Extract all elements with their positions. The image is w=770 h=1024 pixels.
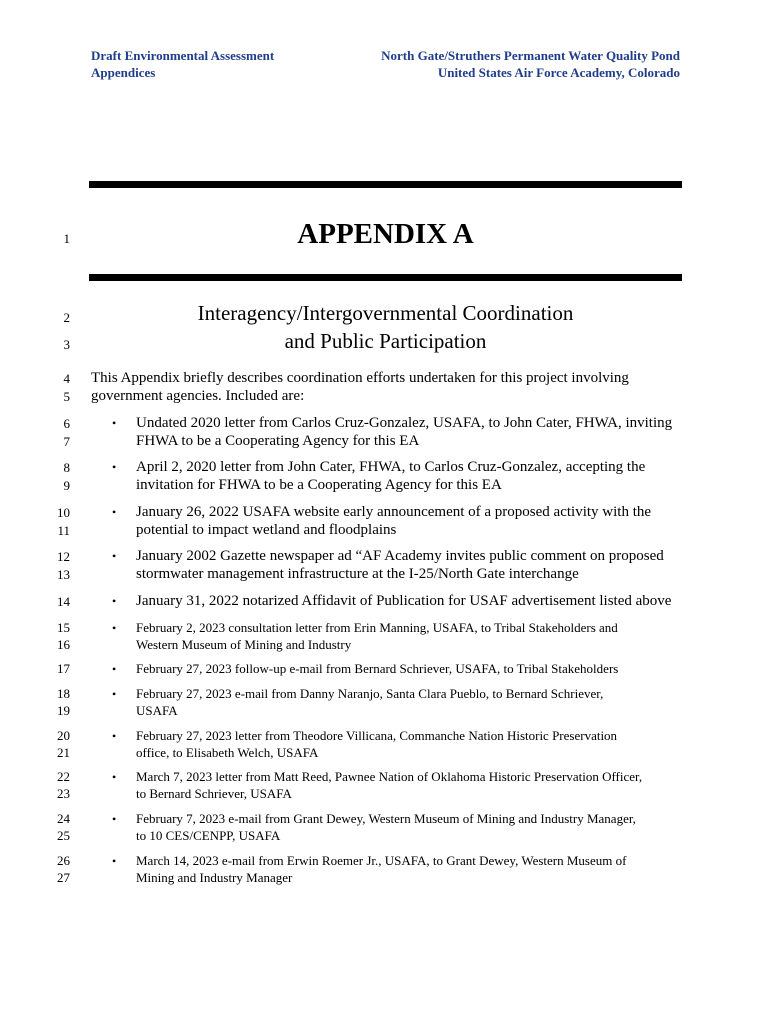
list-item-line: FHWA to be a Cooperating Agency for this EA bbox=[136, 433, 420, 449]
bullet-icon: • bbox=[112, 729, 117, 743]
list-item-line: to 10 CES/CENPP, USAFA bbox=[136, 828, 281, 843]
bullet-icon: • bbox=[112, 687, 117, 701]
header-document-section: Appendices bbox=[91, 65, 156, 80]
list-item-line: April 2, 2020 letter from John Cater, FHWA, to Carlos Cruz-Gonzalez, accepting the bbox=[136, 459, 646, 475]
line-number: 3 bbox=[63, 337, 70, 352]
line-number: 12 bbox=[57, 549, 70, 564]
line-number: 2 bbox=[63, 310, 70, 325]
list-item-line: January 2002 Gazette newspaper ad “AF Academy invites public comment on proposed bbox=[136, 548, 664, 564]
list-item-line: potential to impact wetland and floodplains bbox=[136, 522, 397, 538]
subtitle-line: and Public Participation bbox=[284, 329, 487, 353]
running-header-left bbox=[91, 47, 274, 81]
list-item-line: Undated 2020 letter from Carlos Cruz-Gonzalez, USAFA, to John Cater, FHWA, inviting bbox=[136, 415, 673, 431]
line-number: 26 bbox=[57, 853, 70, 868]
line-number: 21 bbox=[57, 745, 70, 760]
bullet-icon: • bbox=[112, 770, 117, 784]
bullet-icon: • bbox=[112, 549, 117, 563]
list-item-line: January 26, 2022 USAFA website early announcement of a proposed activity with the bbox=[136, 504, 652, 520]
line-number: 14 bbox=[57, 594, 70, 609]
bullet-icon: • bbox=[112, 812, 117, 826]
line-number: 16 bbox=[57, 637, 70, 652]
appendix-title: APPENDIX A bbox=[297, 218, 474, 250]
line-number: 24 bbox=[57, 811, 70, 826]
header-document-title: Draft Environmental Assessment bbox=[91, 48, 275, 63]
intro-paragraph bbox=[91, 369, 681, 405]
line-number: 19 bbox=[57, 703, 70, 718]
list-item-line: to Bernard Schriever, USAFA bbox=[136, 786, 292, 801]
appendix-subtitle bbox=[89, 299, 682, 355]
list-item-line: office, to Elisabeth Welch, USAFA bbox=[136, 745, 319, 760]
line-number: 8 bbox=[63, 460, 70, 475]
bullet-icon: • bbox=[112, 505, 117, 519]
list-item-line: USAFA bbox=[136, 703, 178, 718]
list-item-line: Western Museum of Mining and Industry bbox=[136, 637, 352, 652]
bullet-icon: • bbox=[112, 460, 117, 474]
line-number: 25 bbox=[57, 828, 70, 843]
list-item-line: February 27, 2023 e-mail from Danny Naranjo, Santa Clara Pueblo, to Bernard Schriever, bbox=[136, 686, 604, 701]
line-number: 9 bbox=[63, 478, 70, 493]
list-item-line: Mining and Industry Manager bbox=[136, 870, 293, 885]
list-item-line: February 2, 2023 consultation letter from Erin Manning, USAFA, to Tribal Stakeholders and bbox=[136, 620, 618, 635]
list-item-line: February 27, 2023 letter from Theodore Villicana, Commanche Nation Historic Preservation bbox=[136, 728, 618, 743]
line-number: 5 bbox=[63, 389, 70, 404]
line-number: 17 bbox=[57, 661, 70, 676]
line-number: 1 bbox=[63, 231, 70, 246]
list-item-line: January 31, 2022 notarized Affidavit of Publication for USAF advertisement listed above bbox=[136, 593, 672, 609]
line-number: 10 bbox=[57, 505, 70, 520]
line-number: 22 bbox=[57, 769, 70, 784]
list-item-line: March 7, 2023 letter from Matt Reed, Pawnee Nation of Oklahoma Historic Preservation Officer, bbox=[136, 769, 643, 784]
line-number: 11 bbox=[57, 523, 70, 538]
line-number: 6 bbox=[63, 416, 70, 431]
list-item-line: February 27, 2023 follow-up e-mail from Bernard Schriever, USAFA, to Tribal Stakeholders bbox=[136, 661, 619, 676]
bullet-icon: • bbox=[112, 854, 117, 868]
line-number: 4 bbox=[63, 371, 70, 386]
line-number: 13 bbox=[57, 567, 70, 582]
line-number: 7 bbox=[63, 434, 70, 449]
title-rule-bottom bbox=[89, 274, 682, 281]
bullet-icon: • bbox=[112, 594, 117, 608]
bullet-icon: • bbox=[112, 416, 117, 430]
paragraph-line: government agencies. Included are: bbox=[91, 388, 305, 404]
header-project-name: North Gate/Struthers Permanent Water Quality Pond bbox=[381, 48, 680, 63]
line-number: 27 bbox=[57, 870, 70, 885]
running-header-right bbox=[381, 47, 680, 81]
header-location: United States Air Force Academy, Colorado bbox=[437, 65, 680, 80]
line-number: 15 bbox=[57, 620, 70, 635]
list-item-line: stormwater management infrastructure at the I-25/North Gate interchange bbox=[136, 566, 579, 582]
list-item-line: invitation for FHWA to be a Cooperating Agency for this EA bbox=[136, 477, 502, 493]
bullet-icon: • bbox=[112, 621, 117, 635]
paragraph-line: This Appendix briefly describes coordination efforts undertaken for this project involving bbox=[91, 370, 629, 386]
list-item-line: February 7, 2023 e-mail from Grant Dewey, Western Museum of Mining and Industry Manager, bbox=[136, 811, 636, 826]
line-number: 18 bbox=[57, 686, 70, 701]
bullet-icon: • bbox=[112, 662, 117, 676]
title-rule-top bbox=[89, 181, 682, 188]
subtitle-line: Interagency/Intergovernmental Coordination bbox=[197, 301, 574, 325]
line-number: 23 bbox=[57, 786, 70, 801]
line-number: 20 bbox=[57, 728, 70, 743]
list-item-line: March 14, 2023 e-mail from Erwin Roemer Jr., USAFA, to Grant Dewey, Western Museum of bbox=[136, 853, 627, 868]
